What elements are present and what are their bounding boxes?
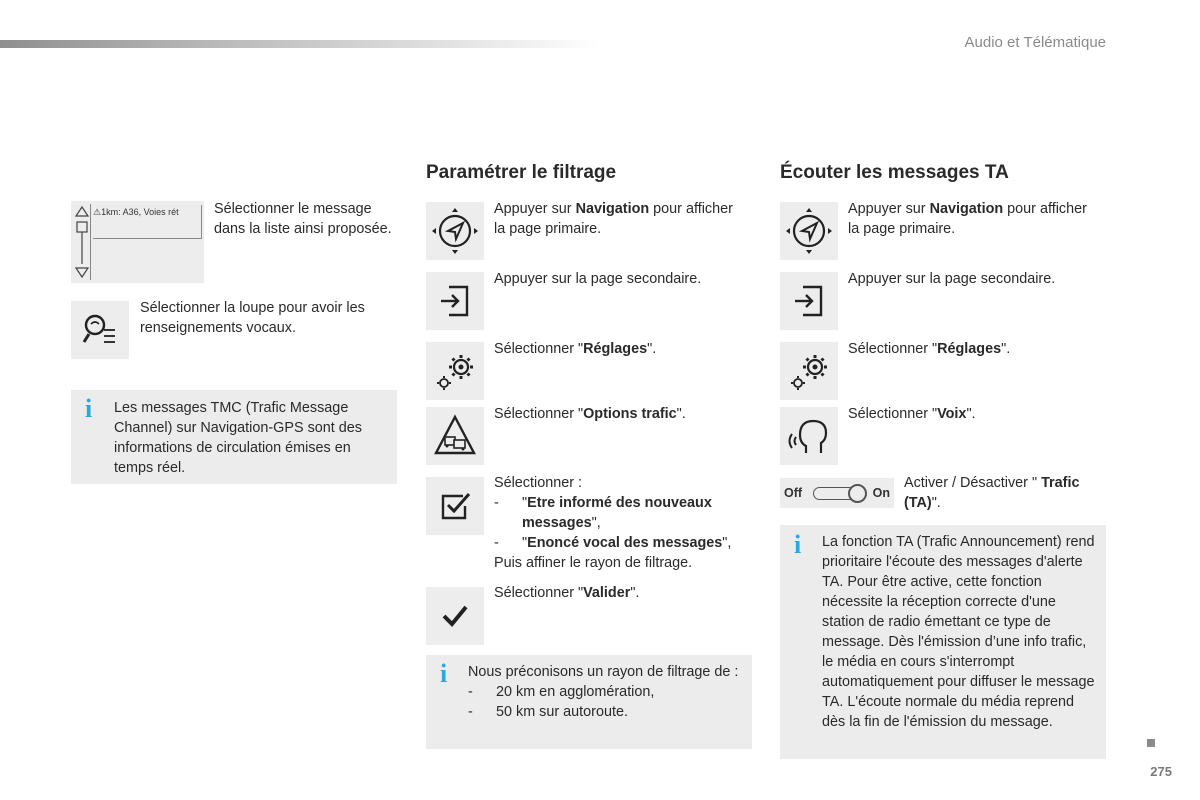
step-select-magnifier: Sélectionner la loupe pour avoir les renseignements vocaux. [140,300,365,336]
navigation-button-icon-box [780,202,838,260]
heading-listen-ta: Écouter les messages TA [780,162,1009,183]
secondary-page-icon [435,281,475,321]
mid-step-settings: Sélectionner "Réglages". [494,341,657,357]
page-marker [1147,739,1155,747]
toggle-knob[interactable] [848,484,867,503]
section-title: Audio et Télématique [964,34,1106,51]
right-step-voice: Sélectionner "Voix". [848,406,976,422]
navigation-icon [428,204,482,258]
ta-toggle-switch[interactable] [780,478,894,508]
settings-icon-box [780,342,838,400]
info-box-tmc [71,390,397,484]
right-step-settings: Sélectionner "Réglages". [848,341,1011,357]
info-icon: i [440,659,448,688]
step-select-message: Sélectionner le message dans la liste ainsi proposée. [214,201,392,237]
info-text-ta: La fonction TA (Trafic Announcement) rend prioritaire l'écoute des messages d'alerte TA. Pour être active, cette fonction nécessite la réception correcte d'une station de radio émettant ce type de message. Dès l'émission d’une info trafic, le média en cours s'interrompt automatiquement pour diffuser le message TA. L'écoute normale du média reprend dès la fin de l'émission du message. [822,534,1095,730]
mid-step-traffic-options: Sélectionner "Options trafic". [494,406,686,422]
validate-icon-box [426,587,484,645]
mid-step-select-options: Sélectionner : - "Etre informé des nouveaux messages", - "Enoncé vocal des messages", Puis affiner le rayon de filtrage. [494,475,732,571]
secondary-page-icon-box [780,272,838,330]
right-step-secondary-page: Appuyer sur la page secondaire. [848,271,1056,287]
voice-icon-box [780,407,838,465]
mid-step-validate: Sélectionner "Valider". [494,585,640,601]
gears-icon [433,349,477,393]
info-text-filter-radius: Nous préconisons un rayon de filtrage de : - 20 km en agglomération, - 50 km sur autoroute. [468,664,739,720]
traffic-warning-icon [432,413,478,459]
heading-filter-settings: Paramétrer le filtrage [426,162,617,183]
mini-screen-message-list [71,201,204,283]
checkbox-checked-icon [437,488,473,524]
toggle-off-label: Off [784,486,803,500]
secondary-page-icon [789,281,829,321]
secondary-page-icon-box [426,272,484,330]
info-text-tmc: Les messages TMC (Trafic Message Channel) sur Navigation-GPS sont des informations de circulation émises en temps réel. [114,400,362,476]
mid-step-secondary-page: Appuyer sur la page secondaire. [494,271,702,287]
settings-icon-box [426,342,484,400]
checkmark-icon [440,601,470,631]
voice-head-icon [786,413,832,459]
info-box-filter-radius [426,655,752,749]
mid-step-navigation: Appuyer sur Navigation pour afficher la page primaire. [494,201,733,237]
info-icon: i [794,530,802,559]
traffic-message-item: ⚠1km: A36, Voies rét [93,207,179,217]
gears-icon [787,349,831,393]
navigation-icon [782,204,836,258]
toggle-on-label: On [872,486,890,500]
traffic-options-icon-box [426,407,484,465]
info-box-ta [780,525,1106,759]
header-gradient-bar [0,40,600,48]
page-number: 275 [1150,764,1172,779]
magnifier-icon-box [71,301,129,359]
magnifier-list-icon [80,310,120,350]
navigation-button-icon-box [426,202,484,260]
right-step-navigation: Appuyer sur Navigation pour afficher la page primaire. [848,201,1087,237]
checkbox-icon-box [426,477,484,535]
right-step-toggle-ta: Activer / Désactiver " Trafic (TA)". [904,475,1080,511]
scrollbar-graphic [73,204,91,280]
info-icon: i [85,394,93,423]
